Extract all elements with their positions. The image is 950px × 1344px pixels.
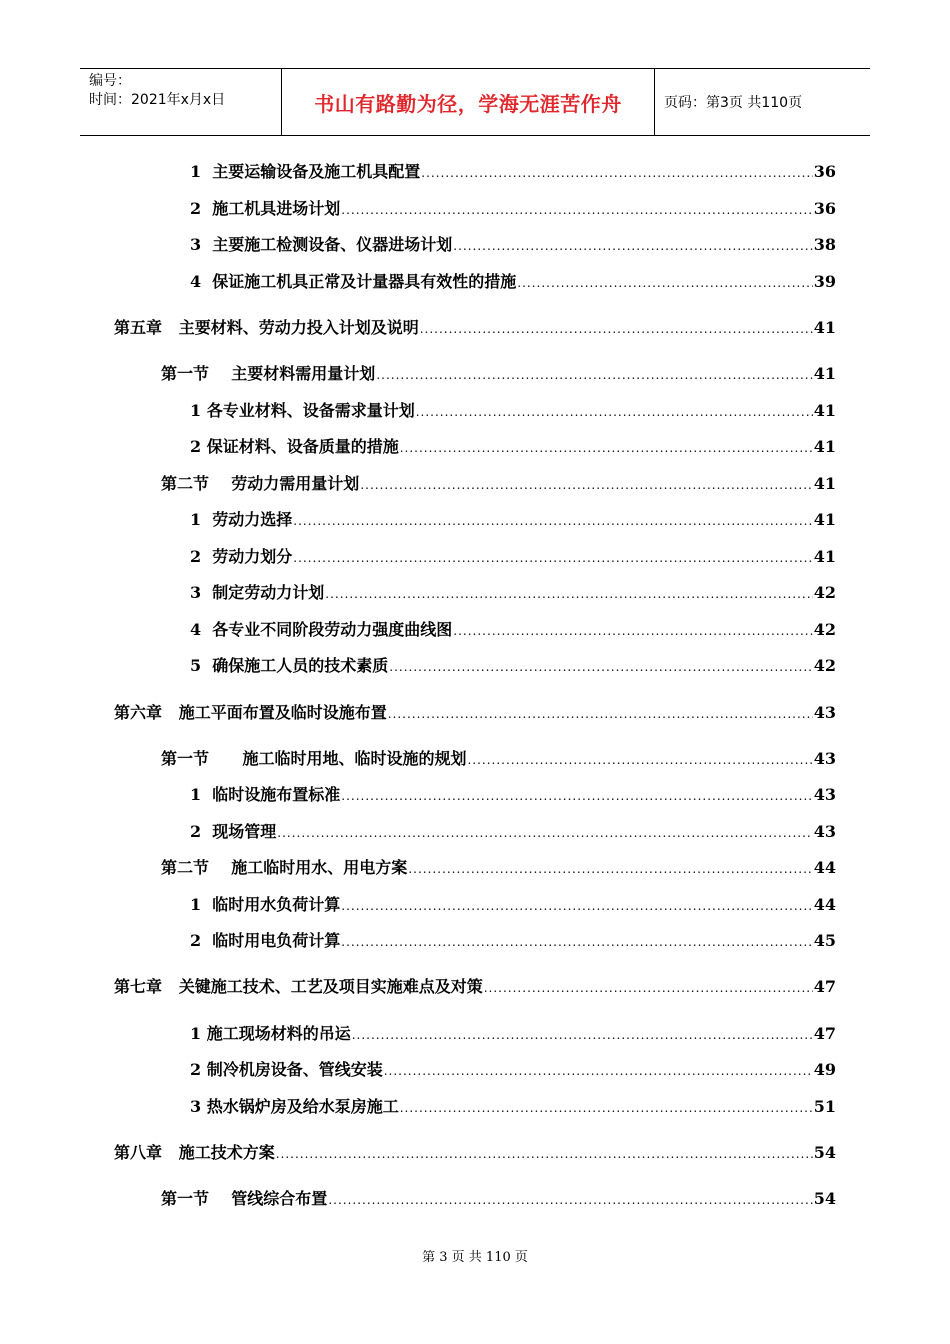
toc-dot-leader <box>293 510 812 532</box>
toc-dot-leader <box>293 547 812 569</box>
toc-entry[interactable] <box>190 784 836 807</box>
toc-entry-title: 劳动力需用量计划 <box>231 474 360 493</box>
toc-dot-leader <box>389 656 812 678</box>
toc-entry-number: 第一节 <box>161 749 243 768</box>
toc-entry-number: 4 <box>190 272 213 291</box>
toc-entry-number: 1 <box>190 785 213 804</box>
header-page-info: 页码：第3页 共110页 <box>664 95 803 111</box>
toc-entry-title: 施工临时用地、临时设施的规划 <box>242 749 467 768</box>
toc-entry-number: 3 <box>190 235 213 254</box>
toc-dot-leader <box>517 272 812 294</box>
toc-entry[interactable] <box>114 702 836 725</box>
toc-entry-number: 2 <box>190 547 213 566</box>
toc-entry[interactable] <box>190 546 836 569</box>
toc-entry-number: 第一节 <box>161 364 232 383</box>
toc-entry-page: 41 <box>813 474 836 493</box>
header-meta <box>80 69 282 135</box>
toc-entry-number: 1 <box>190 895 213 914</box>
toc-entry-page: 43 <box>813 785 836 804</box>
toc-entry[interactable] <box>114 1142 836 1165</box>
toc-entry-number: 2 <box>190 822 213 841</box>
toc-dot-leader <box>408 858 812 880</box>
toc-entry-page: 49 <box>813 1060 836 1079</box>
toc-entry-page: 41 <box>813 401 836 420</box>
toc-entry-title: 各专业不同阶段劳动力强度曲线图 <box>212 620 453 639</box>
toc-entry-number: 第二节 <box>161 474 232 493</box>
toc-entry-page: 36 <box>813 162 836 181</box>
toc-dot-leader <box>467 749 812 771</box>
toc-entry[interactable] <box>114 976 836 999</box>
toc-entry-number: 第五章 <box>114 318 179 337</box>
toc-entry-number: 第二节 <box>161 858 232 877</box>
toc-entry-title: 主要运输设备及施工机具配置 <box>212 162 421 181</box>
toc-dot-leader <box>360 474 812 496</box>
toc-entry[interactable] <box>190 509 836 532</box>
toc-entry[interactable] <box>161 748 836 771</box>
toc-entry-title: 主要材料、劳动力投入计划及说明 <box>178 318 419 337</box>
toc-entry-title: 制定劳动力计划 <box>212 583 325 602</box>
toc-entry-title: 临时用电负荷计算 <box>212 931 341 950</box>
document-header <box>80 68 870 136</box>
toc-entry-number: 第七章 <box>114 977 179 996</box>
toc-entry-page: 43 <box>813 703 836 722</box>
toc-entry-page: 41 <box>813 437 836 456</box>
toc-entry-title: 施工机具进场计划 <box>212 199 341 218</box>
toc-entry-title: 施工临时用水、用电方案 <box>231 858 408 877</box>
toc-entry-title: 现场管理 <box>212 822 277 841</box>
toc-entry[interactable] <box>190 1059 836 1082</box>
toc-entry[interactable] <box>161 857 836 880</box>
toc-dot-leader <box>453 235 812 257</box>
toc-entry-title: 热水锅炉房及给水泵房施工 <box>206 1097 399 1116</box>
toc-entry[interactable] <box>190 655 836 678</box>
toc-dot-leader <box>388 703 813 725</box>
toc-entry[interactable] <box>190 619 836 642</box>
toc-dot-leader <box>328 1189 812 1211</box>
toc-dot-leader <box>341 931 812 953</box>
toc-entry-page: 36 <box>813 199 836 218</box>
toc-entry-number: 1 <box>190 162 213 181</box>
toc-entry-title: 劳动力划分 <box>212 547 293 566</box>
page-footer: 第 3 页 共 110 页 <box>422 1250 528 1265</box>
toc-entry[interactable] <box>190 821 836 844</box>
toc-entry[interactable] <box>190 930 836 953</box>
toc-entry-title: 施工平面布置及临时设施布置 <box>178 703 387 722</box>
toc-entry-page: 51 <box>813 1097 836 1116</box>
toc-entry-title: 确保施工人员的技术素质 <box>212 656 389 675</box>
toc-entry[interactable] <box>114 317 836 340</box>
toc-entry[interactable] <box>161 363 836 386</box>
toc-dot-leader <box>341 785 812 807</box>
toc-entry[interactable] <box>190 1096 836 1119</box>
toc-entry-page: 42 <box>813 583 836 602</box>
toc-entry-number: 2 <box>190 931 213 950</box>
toc-entry-title: 保证材料、设备质量的措施 <box>206 437 399 456</box>
toc-dot-leader <box>400 437 813 459</box>
toc-entry-title: 临时用水负荷计算 <box>212 895 341 914</box>
toc-entry-page: 54 <box>813 1189 836 1208</box>
toc-dot-leader <box>400 1097 813 1119</box>
toc-entry-page: 54 <box>813 1143 836 1162</box>
toc-entry-title: 各专业材料、设备需求量计划 <box>206 401 415 420</box>
toc-entry-page: 44 <box>813 858 836 877</box>
toc-entry[interactable] <box>190 271 836 294</box>
toc-dot-leader <box>376 364 812 386</box>
toc-entry-title: 劳动力选择 <box>212 510 293 529</box>
toc-entry-page: 41 <box>813 510 836 529</box>
toc-entry-page: 38 <box>813 235 836 254</box>
code-label: 编号： <box>89 73 131 89</box>
toc-entry-number: 第六章 <box>114 703 179 722</box>
toc-entry-page: 43 <box>813 822 836 841</box>
toc-entry[interactable] <box>161 473 836 496</box>
toc-entry-title: 施工现场材料的吊运 <box>206 1024 351 1043</box>
toc-entry-number: 第八章 <box>114 1143 179 1162</box>
toc-entry-page: 39 <box>813 272 836 291</box>
toc-entry-title: 管线综合布置 <box>231 1189 328 1208</box>
toc-entry-number: 1 <box>190 510 213 529</box>
toc-entry-number: 3 <box>190 1097 207 1116</box>
toc-entry-page: 41 <box>813 364 836 383</box>
toc-entry[interactable] <box>190 436 836 459</box>
toc-entry-title: 施工技术方案 <box>178 1143 275 1162</box>
toc-dot-leader <box>421 162 812 184</box>
toc-entry[interactable] <box>190 198 836 221</box>
toc-entry-page: 41 <box>813 318 836 337</box>
toc-entry[interactable] <box>190 582 836 605</box>
toc-dot-leader <box>276 1143 813 1165</box>
toc-entry[interactable] <box>190 161 836 184</box>
toc-dot-leader <box>352 1024 813 1046</box>
time-label: 时间：2021年x月x日 <box>89 92 226 108</box>
toc-dot-leader <box>384 1060 813 1082</box>
toc-entry-number: 5 <box>190 656 213 675</box>
toc-dot-leader <box>420 318 813 340</box>
toc-entry[interactable] <box>190 234 836 257</box>
toc-entry[interactable] <box>190 1023 836 1046</box>
toc-entry-number: 第一节 <box>161 1189 232 1208</box>
toc-dot-leader <box>453 620 812 642</box>
toc-dot-leader <box>416 401 813 423</box>
toc-dot-leader <box>341 895 812 917</box>
toc-entry-number: 4 <box>190 620 213 639</box>
toc-entry-title: 保证施工机具正常及计量器具有效性的措施 <box>212 272 517 291</box>
toc-entry[interactable] <box>161 1188 836 1211</box>
toc-entry-number: 1 <box>190 401 207 420</box>
toc-entry-title: 主要材料需用量计划 <box>231 364 376 383</box>
toc-entry-page: 47 <box>813 977 836 996</box>
header-motto: 书山有路勤为径，学海无涯苦作舟 <box>282 69 655 135</box>
toc-entry-number: 2 <box>190 199 213 218</box>
toc-entry-number: 1 <box>190 1024 207 1043</box>
toc-entry-page: 42 <box>813 620 836 639</box>
toc-entry-page: 44 <box>813 895 836 914</box>
toc-entry-title: 关键施工技术、工艺及项目实施难点及对策 <box>178 977 483 996</box>
toc-entry-page: 41 <box>813 547 836 566</box>
toc-dot-leader <box>277 822 812 844</box>
toc-entry-number: 2 <box>190 437 207 456</box>
toc-entry-number: 3 <box>190 583 213 602</box>
toc-entry-page: 43 <box>813 749 836 768</box>
toc-entry-page: 42 <box>813 656 836 675</box>
toc-entry[interactable] <box>190 400 836 423</box>
toc-entry[interactable] <box>190 894 836 917</box>
toc-entry-page: 47 <box>813 1024 836 1043</box>
toc-entry-number: 2 <box>190 1060 207 1079</box>
toc-entry-title: 制冷机房设备、管线安装 <box>206 1060 383 1079</box>
toc-entry-title: 主要施工检测设备、仪器进场计划 <box>212 235 453 254</box>
toc-entry-page: 45 <box>813 931 836 950</box>
toc-entry-title: 临时设施布置标准 <box>212 785 341 804</box>
toc-dot-leader <box>341 199 812 221</box>
toc-dot-leader <box>484 977 813 999</box>
toc-dot-leader <box>325 583 812 605</box>
